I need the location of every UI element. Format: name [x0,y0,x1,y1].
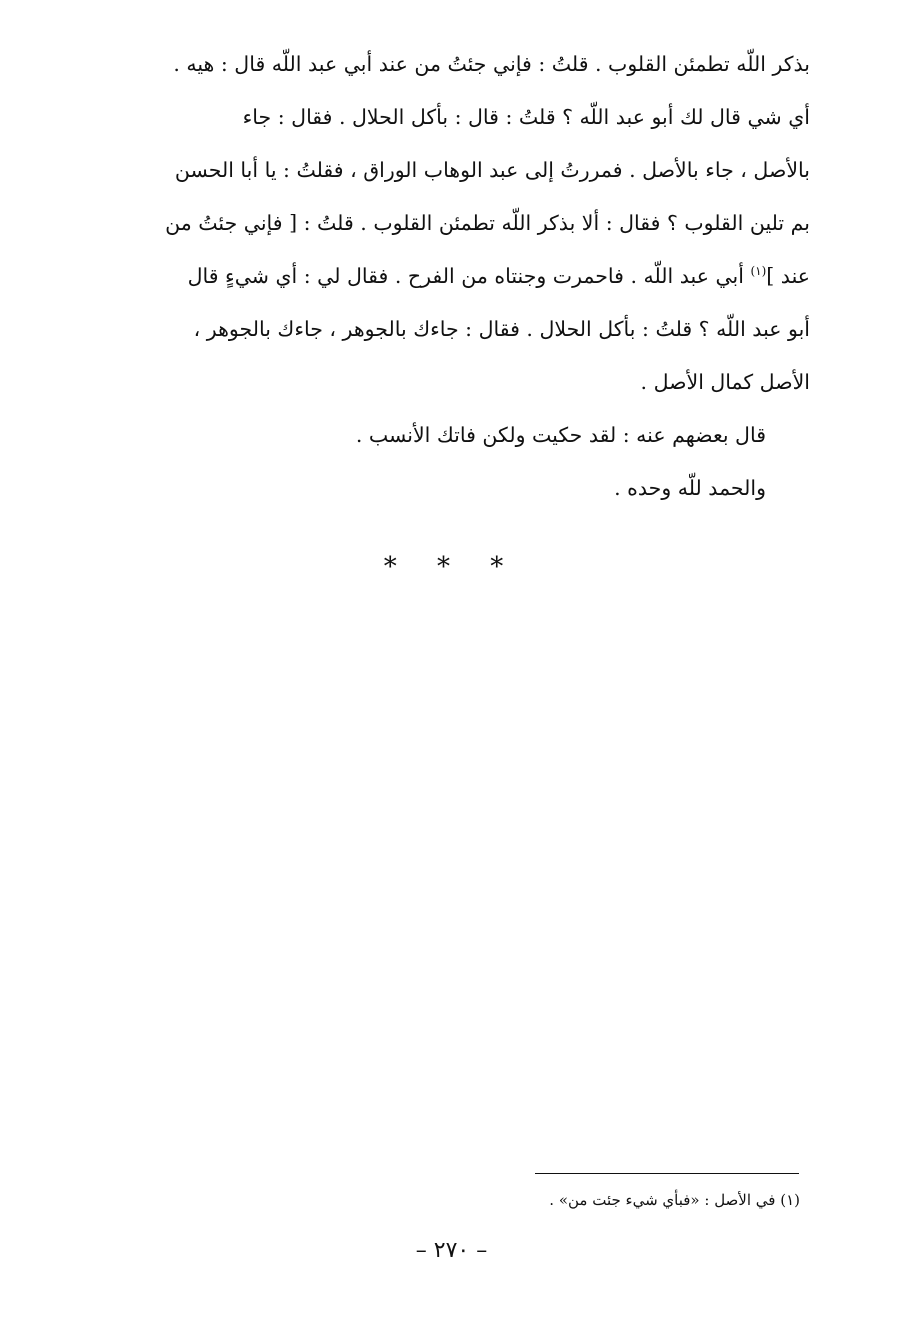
text-line-9: والحمد للّه وحده . [614,476,766,500]
page-number: – ٢٧٠ – [415,1238,488,1263]
line5-text: أبي عبد اللّه . فاحمرت وجنتاه من الفرح . فقال لي : أي شيءٍ قال [187,264,744,288]
footnote-reference[interactable]: (١) [750,264,767,279]
text-line-5 [92,250,810,303]
text-line-2: أي شي قال لك أبو عبد اللّه ؟ قلتُ : قال : بأكل الحلال . فقال : جاء [242,105,810,129]
text-line-6: أبو عبد اللّه ؟ قلتُ : بأكل الحلال . فقال : جاءك بالجوهر ، جاءك بالجوهر ، [193,317,810,341]
body-text [92,38,810,515]
text-line-7: الأصل كمال الأصل . [640,370,810,394]
section-separator: * * * [383,552,520,582]
footnote-divider [535,1173,799,1174]
line5-prefix: عند ] [766,264,810,288]
text-line-4: بم تلين القلوب ؟ فقال : ألا بذكر اللّه تطمئن القلوب . قلتُ : [ فإني جئتُ من [165,211,810,235]
text-line-8: قال بعضهم عنه : لقد حكيت ولكن فاتك الأنسب . [355,423,766,447]
footnote: (١) في الأصل : «فبأي شيء جئت من» . [549,1191,800,1209]
text-line-1: بذكر اللّه تطمئن القلوب . قلتُ : فإني جئتُ من عند أبي عبد اللّه قال : هيه . [173,52,810,76]
text-line-3: بالأصل ، جاء بالأصل . فمررتُ إلى عبد الوهاب الوراق ، فقلتُ : يا أبا الحسن [174,158,810,182]
